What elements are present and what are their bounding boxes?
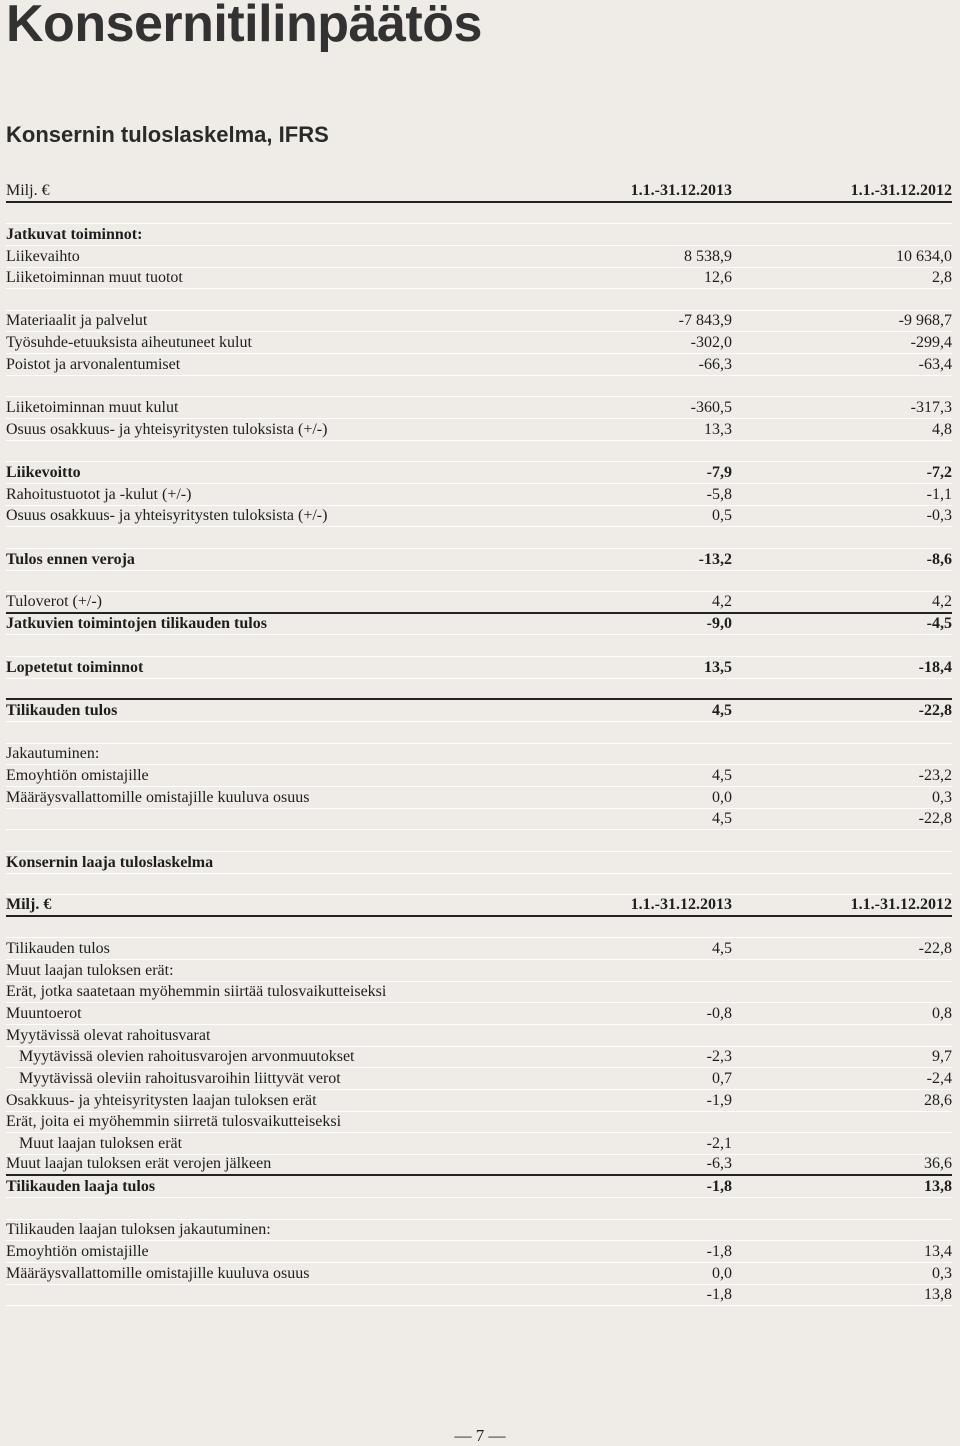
- table-row: [6, 419, 952, 441]
- value-2012: -299,4: [910, 334, 952, 352]
- table-row: [6, 1220, 952, 1242]
- value-2013: -360,5: [690, 399, 732, 417]
- page-number: — 7 —: [454, 1426, 506, 1445]
- table-row: [6, 679, 952, 701]
- value-2012: 13,4: [924, 1243, 952, 1261]
- value-2012: -22,8: [918, 810, 952, 828]
- table-row: [6, 311, 952, 333]
- row-label: Materiaalit ja palvelut: [6, 312, 148, 330]
- row-label: Muuntoerot: [6, 1004, 82, 1022]
- row-label: Muut laajan tuloksen erät:: [6, 961, 174, 979]
- row-label: Erät, joita ei myöhemmin siirretä tulosvaikutteiseksi: [6, 1113, 342, 1131]
- row-label: Tulos ennen veroja: [6, 550, 135, 568]
- table-row: [6, 830, 952, 852]
- value-2013: -302,0: [690, 334, 732, 352]
- value-2013: 13,3: [704, 420, 732, 438]
- table-row: [6, 289, 952, 311]
- value-2012: 10 634,0: [896, 247, 952, 265]
- value-2012: -2,4: [926, 1069, 952, 1087]
- page-title: Konsernitilinpäätös: [6, 0, 482, 53]
- value-2012: 36,6: [924, 1155, 952, 1173]
- row-label: Osuus osakkuus- ja yhteisyritysten tuloksista (+/-): [6, 507, 328, 525]
- table-row: [6, 874, 952, 896]
- row-label: Erät, jotka saatetaan myöhemmin siirtää tulosvaikutteiseksi: [6, 983, 387, 1001]
- value-2012: -23,2: [918, 766, 952, 784]
- row-label: Tilikauden tulos: [6, 702, 118, 720]
- table-row: [6, 960, 952, 982]
- value-2012: 9,7: [932, 1048, 952, 1066]
- table-row: [6, 571, 952, 593]
- row-label: Myytävissä oleviin rahoitusvaroihin liittyvät verot: [19, 1069, 341, 1087]
- value-2012: 0,3: [932, 788, 952, 806]
- value-2013: -2,1: [706, 1134, 732, 1152]
- table-row: [6, 506, 952, 528]
- row-label: Jatkuvat toiminnot:: [6, 225, 143, 243]
- row-label: Tilikauden laajan tuloksen jakautuminen:: [6, 1221, 271, 1239]
- section-title: Konsernin tuloslaskelma, IFRS: [6, 122, 329, 147]
- table-row: [6, 397, 952, 419]
- table-row: [6, 462, 952, 484]
- value-2013: -13,2: [698, 550, 732, 568]
- table-row: [6, 1003, 952, 1025]
- table-row: [6, 527, 952, 549]
- row-label: Muut laajan tuloksen erät: [19, 1134, 183, 1152]
- table-row: [6, 614, 952, 636]
- row-label: Muut laajan tuloksen erät verojen jälkeen: [6, 1155, 272, 1173]
- table-row: [6, 224, 952, 246]
- row-label: Liiketoiminnan muut tuotot: [6, 269, 183, 287]
- value-2012: -22,8: [918, 940, 952, 958]
- row-label: Tilikauden tulos: [6, 940, 110, 958]
- table-row: [6, 895, 952, 917]
- value-2013: 12,6: [704, 269, 732, 287]
- row-label: Työsuhde-etuuksista aiheutuneet kulut: [6, 334, 252, 352]
- row-label: Tuloverot (+/-): [6, 592, 102, 610]
- row-label: Tilikauden laaja tulos: [6, 1178, 156, 1196]
- column-2013-header: 1.1.-31.12.2013: [630, 181, 732, 199]
- value-2013: 8 538,9: [684, 247, 732, 265]
- table-row: [6, 744, 952, 766]
- table-header: [6, 181, 952, 203]
- table-row: [6, 1198, 952, 1220]
- table-row: [6, 549, 952, 571]
- row-label: Osakkuus- ja yhteisyritysten laajan tuloksen erät: [6, 1091, 317, 1109]
- row-label: Emoyhtiön omistajille: [6, 766, 149, 784]
- value-2012: 13,8: [924, 1178, 952, 1196]
- table-row: [6, 1241, 952, 1263]
- table-row: [6, 635, 952, 657]
- table-row: [6, 246, 952, 268]
- value-2013: -1,8: [706, 1243, 732, 1261]
- value-2012: -4,5: [926, 615, 952, 633]
- row-label: Milj. €: [6, 895, 52, 913]
- row-label: Myytävissä olevat rahoitusvarat: [6, 1026, 211, 1044]
- row-label: Liiketoiminnan muut kulut: [6, 399, 179, 417]
- value-2012: 4,2: [932, 592, 952, 610]
- table-row: [6, 1176, 952, 1198]
- value-2012: -8,6: [926, 550, 952, 568]
- value-2012: 13,8: [924, 1286, 952, 1304]
- value-2013: -9,0: [706, 615, 732, 633]
- value-2013: 0,0: [712, 788, 732, 806]
- row-label: Osuus osakkuus- ja yhteisyritysten tuloksista (+/-): [6, 420, 328, 438]
- unit-label: Milj. €: [6, 181, 50, 199]
- table-row: [6, 592, 952, 614]
- table-row: [6, 376, 952, 398]
- table-row: [6, 700, 952, 722]
- value-2012: 4,8: [932, 420, 952, 438]
- table-row: [6, 1112, 952, 1134]
- value-2013: -7 843,9: [678, 312, 732, 330]
- row-label: Jakautuminen:: [6, 745, 100, 763]
- value-2013: 4,5: [712, 940, 732, 958]
- row-label: Konsernin laaja tuloslaskelma: [6, 853, 214, 871]
- value-2012: -7,2: [926, 463, 952, 481]
- value-2013: 4,5: [712, 810, 732, 828]
- row-label: Myytävissä olevien rahoitusvarojen arvonmuutokset: [19, 1048, 355, 1066]
- table-row: [6, 809, 952, 831]
- value-2012: 0,3: [932, 1264, 952, 1282]
- value-2012: -317,3: [910, 399, 952, 417]
- value-2013: 4,5: [712, 702, 732, 720]
- value-2012: -1,1: [926, 485, 952, 503]
- table-row: [6, 1025, 952, 1047]
- row-label: Poistot ja arvonalentumiset: [6, 355, 181, 373]
- value-2013: 0,0: [712, 1264, 732, 1282]
- row-label: Lopetetut toiminnot: [6, 658, 144, 676]
- value-2013: 13,5: [704, 658, 732, 676]
- table-row: [6, 938, 952, 960]
- value-2013: -0,8: [706, 1004, 732, 1022]
- table-row: [6, 354, 952, 376]
- value-2012: 0,8: [932, 1004, 952, 1022]
- table-row: [6, 1263, 952, 1285]
- value-2013: -66,3: [698, 355, 732, 373]
- table-row: [6, 441, 952, 463]
- value-2013: -7,9: [706, 463, 732, 481]
- row-label: Liikevaihto: [6, 247, 80, 265]
- row-label: Määräysvallattomille omistajille kuuluva osuus: [6, 788, 310, 806]
- value-2013: 4,5: [712, 766, 732, 784]
- value-2012: 2,8: [932, 269, 952, 287]
- table-row: [6, 1155, 952, 1177]
- value-2012: 1.1.-31.12.2012: [850, 895, 952, 913]
- table-row: [6, 765, 952, 787]
- table-row: [6, 484, 952, 506]
- column-2012-header: 1.1.-31.12.2012: [850, 181, 952, 199]
- table-row: [6, 722, 952, 744]
- row-label: Rahoitustuotot ja -kulut (+/-): [6, 485, 192, 503]
- table-row: [6, 982, 952, 1004]
- value-2013: 0,5: [712, 507, 732, 525]
- table-row: [6, 1285, 952, 1307]
- table-row: [6, 852, 952, 874]
- value-2012: -18,4: [918, 658, 952, 676]
- value-2012: -9 968,7: [898, 312, 952, 330]
- table-row: [6, 1090, 952, 1112]
- table-row: [6, 657, 952, 679]
- value-2013: -1,9: [706, 1091, 732, 1109]
- value-2013: -5,8: [706, 485, 732, 503]
- table-row: [6, 1133, 952, 1155]
- table-row: [6, 1068, 952, 1090]
- value-2013: -6,3: [706, 1155, 732, 1173]
- row-label: Emoyhtiön omistajille: [6, 1243, 149, 1261]
- value-2013: -1,8: [706, 1178, 732, 1196]
- value-2013: 4,2: [712, 592, 732, 610]
- table-row: [6, 203, 952, 225]
- value-2012: -63,4: [918, 355, 952, 373]
- value-2013: -2,3: [706, 1048, 732, 1066]
- value-2012: 28,6: [924, 1091, 952, 1109]
- row-label: Jatkuvien toimintojen tilikauden tulos: [6, 615, 267, 633]
- value-2012: -22,8: [918, 702, 952, 720]
- value-2013: 0,7: [712, 1069, 732, 1087]
- table-row: [6, 332, 952, 354]
- table-row: [6, 917, 952, 939]
- table-row: [6, 1047, 952, 1069]
- value-2012: -0,3: [926, 507, 952, 525]
- value-2013: -1,8: [706, 1286, 732, 1304]
- table-row: [6, 787, 952, 809]
- row-label: Määräysvallattomille omistajille kuuluva osuus: [6, 1264, 310, 1282]
- value-2013: 1.1.-31.12.2013: [630, 895, 732, 913]
- row-label: Liikevoitto: [6, 463, 81, 481]
- table-row: [6, 268, 952, 290]
- income-statement-table: [6, 181, 952, 1306]
